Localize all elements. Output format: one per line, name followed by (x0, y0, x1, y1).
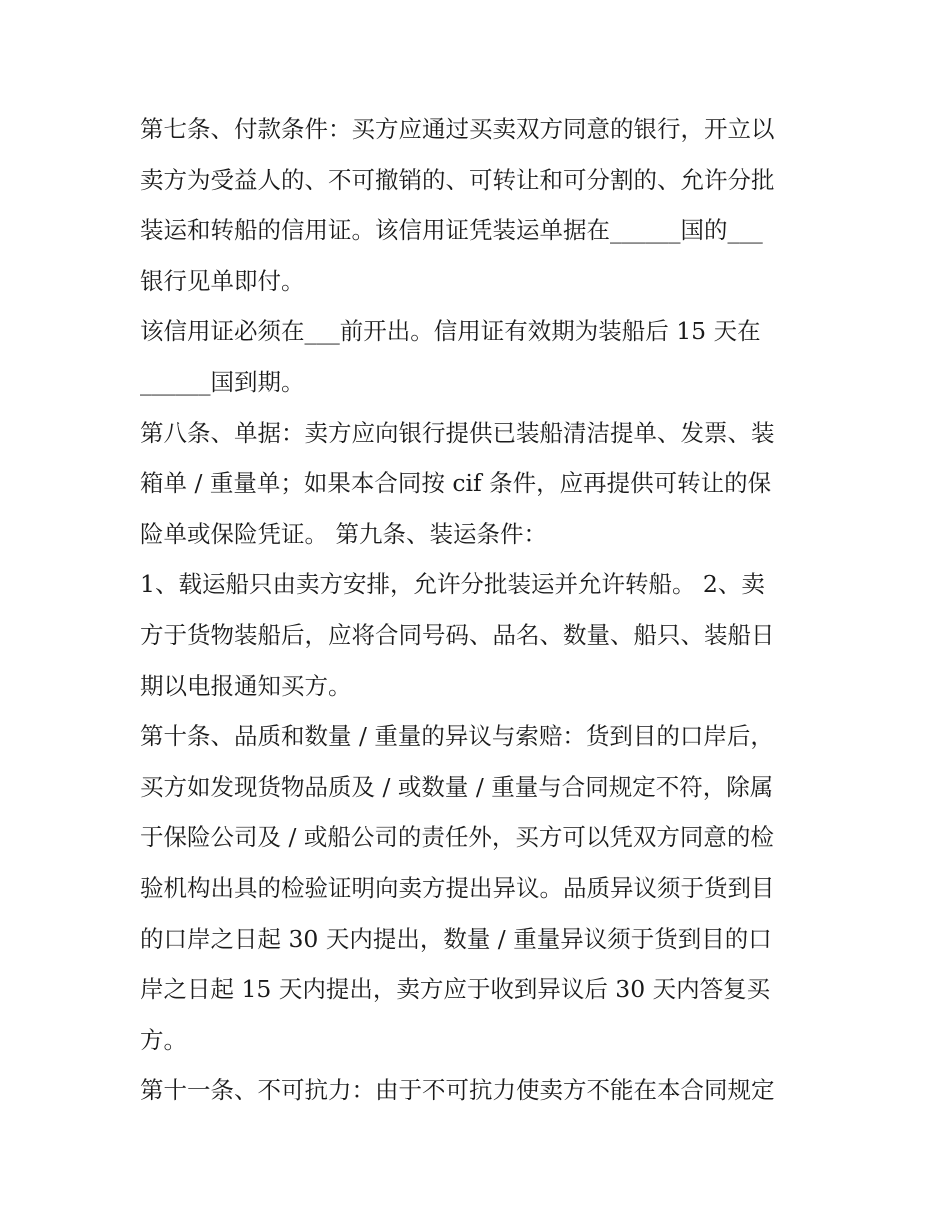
text-line: 险单或保险凭证。 第九条、装运条件： (140, 519, 547, 548)
text-line: 装运和转船的信用证。该信用证凭装运单据在______国的___ (140, 216, 763, 245)
text-line: 期以电报通知买方。 (140, 671, 352, 700)
text-line: 第八条、单据：卖方应向银行提供已装船清洁提单、发票、装 (140, 418, 775, 447)
text-line: ______国到期。 (140, 367, 305, 396)
text-line: 该信用证必须在___前开出。信用证有效期为装船后 15 天在 (140, 317, 761, 346)
text-line: 箱单 / 重量单；如果本合同按 cif 条件，应再提供可转让的保 (140, 469, 772, 498)
document-body (140, 104, 820, 1116)
text-line: 卖方为受益人的、不可撤销的、可转让和可分割的、允许分批 (140, 165, 775, 194)
text-line: 银行见单即付。 (140, 266, 305, 295)
text-line: 验机构出具的检验证明向卖方提出异议。品质异议须于货到目 (140, 873, 775, 902)
text-line: 于保险公司及 / 或船公司的责任外，买方可以凭双方同意的检 (140, 823, 774, 852)
text-line: 第七条、付款条件：买方应通过买卖双方同意的银行，开立以 (140, 115, 775, 143)
text-line: 岸之日起 15 天内提出，卖方应于收到异议后 30 天内答复买 (140, 975, 771, 1004)
text-line: 方。 (140, 1025, 187, 1054)
text-line: 第十一条、不可抗力：由于不可抗力使卖方不能在本合同规定 (140, 1076, 775, 1105)
text-line: 1、载运船只由卖方安排，允许分批装运并允许转船。 2、卖 (140, 570, 765, 599)
text-line: 买方如发现货物品质及 / 或数量 / 重量与合同规定不符，除属 (140, 772, 774, 801)
text-line: 第十条、品质和数量 / 重量的异议与索赔：货到目的口岸后， (140, 722, 774, 751)
text-line: 的口岸之日起 30 天内提出，数量 / 重量异议须于货到目的口 (140, 924, 772, 953)
text-line: 方于货物装船后，应将合同号码、品名、数量、船只、装船日 (140, 620, 775, 649)
